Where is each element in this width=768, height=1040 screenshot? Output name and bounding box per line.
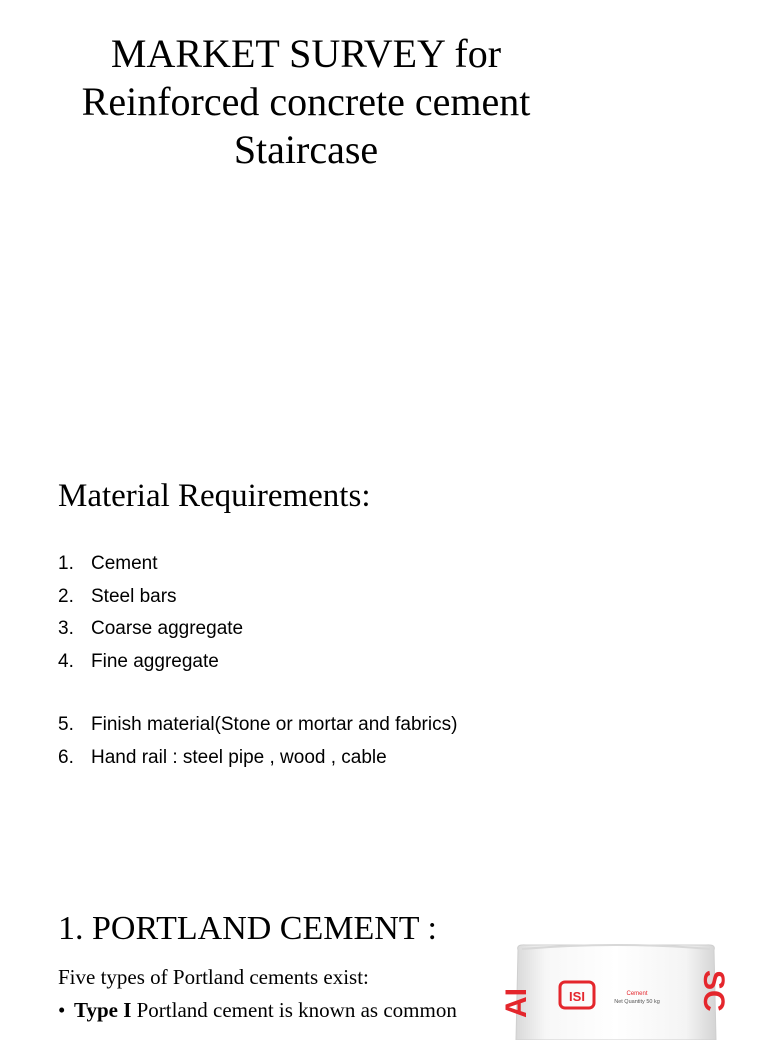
list-item — [58, 548, 243, 581]
list-number: 5. — [58, 714, 74, 735]
list-number: 4. — [58, 650, 74, 672]
list-text: Cement — [91, 553, 158, 574]
bullet-bold: Type I — [74, 998, 132, 1022]
title-line-1: MARKET SURVEY for — [110, 31, 502, 76]
title-line-3: Staircase — [233, 127, 379, 172]
list-item — [58, 742, 457, 775]
cement-bag-image — [500, 940, 730, 1040]
materials-heading: Material Requirements: — [58, 478, 371, 514]
list-text: Finish material(Stone or mortar and fabrics) — [91, 714, 458, 735]
bullet-icon: • — [58, 998, 66, 1022]
list-item — [58, 646, 243, 679]
bag-label: Cement — [626, 991, 648, 997]
materials-slide — [0, 430, 768, 880]
list-text: Fine aggregate — [91, 650, 219, 672]
cement-heading: 1. PORTLAND CEMENT : — [58, 910, 437, 947]
list-text: Coarse aggregate — [91, 618, 244, 639]
bullet-text: Portland cement is known as common — [131, 998, 457, 1022]
materials-list — [58, 548, 243, 678]
list-number: 1. — [58, 553, 74, 574]
portland-cement-slide — [0, 880, 768, 1024]
bag-brand-right: SC — [697, 970, 730, 1012]
list-text: Steel bars — [91, 585, 177, 607]
title-line-2: Reinforced concrete cement — [81, 79, 531, 124]
cement-intro: Five types of Portland cements exist: — [58, 965, 369, 989]
list-number: 2. — [58, 585, 74, 607]
list-item — [58, 613, 243, 646]
bag-brand-left: AI — [500, 988, 533, 1018]
list-text: Hand rail : steel pipe , wood , cable — [91, 746, 387, 768]
list-number: 3. — [58, 618, 74, 639]
list-item — [58, 709, 457, 742]
title-slide — [0, 0, 768, 430]
bag-sublabel: Net Quantity 50 kg — [614, 999, 660, 1005]
materials-list-continued — [58, 709, 457, 774]
isi-mark-text: ISI — [569, 989, 585, 1004]
list-item — [58, 581, 243, 614]
cement-bullet — [58, 997, 457, 1023]
main-title — [20, 30, 592, 174]
list-number: 6. — [58, 746, 74, 768]
